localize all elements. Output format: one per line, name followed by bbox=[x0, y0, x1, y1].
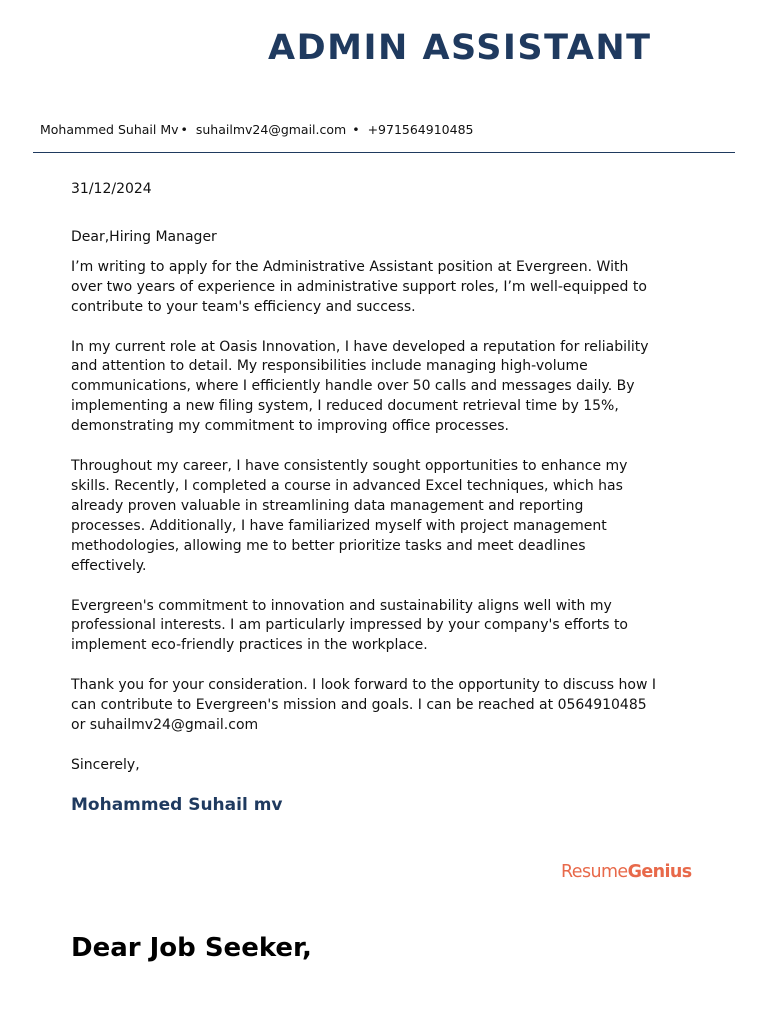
header-divider bbox=[33, 152, 735, 153]
contact-line bbox=[40, 122, 473, 137]
logo-text-genius: Genius bbox=[627, 862, 692, 882]
resume-genius-logo bbox=[561, 862, 692, 882]
letter-date: 31/12/2024 bbox=[71, 181, 152, 197]
contact-email: suhailmv24@gmail.com bbox=[195, 122, 347, 137]
contact-separator: • bbox=[180, 122, 188, 137]
letter-paragraph: Evergreen's commitment to innovation and sustainability aligns well with my professional interests. I am particularly impressed by your company's efforts to implement eco-friendly practices in the workplace. bbox=[71, 597, 628, 654]
letter-paragraph: Thank you for your consideration. I look forward to the opportunity to discuss how I can contribute to Evergreen's mission and goals. I can be reached at 0564910485 or suhailmv24@gmail.com bbox=[71, 677, 656, 734]
letter-paragraph: Throughout my career, I have consistently sought opportunities to enhance my skills. Recently, I completed a course in advanced Excel techniques, which has already proven valuable in streamlining data management and reporting processes. Additionally, I have familiarized myself with project management methodologies, allowing me to better prioritize tasks and meet deadlines effectively. bbox=[71, 458, 628, 574]
letter-body bbox=[71, 180, 661, 817]
page-title: ADMIN ASSISTANT bbox=[268, 28, 652, 68]
contact-name: Mohammed Suhail Mv bbox=[40, 122, 179, 137]
letter-greeting: Dear,Hiring Manager bbox=[71, 228, 217, 245]
letter-paragraph: I’m writing to apply for the Administrative Assistant position at Evergreen. With over two years of experience in administrative support roles, I’m well-equipped to contribute to your team's efficiency and success. bbox=[71, 258, 647, 315]
letter-closing: Sincerely, bbox=[71, 756, 140, 773]
logo-text-resume: Resume bbox=[561, 862, 628, 882]
contact-separator: • bbox=[352, 122, 360, 137]
letter-paragraph: In my current role at Oasis Innovation, I have developed a reputation for reliability and attention to detail. My responsibilities include managing high-volume communications, where I efficiently handle over 50 calls and messages daily. By implementing a new filing system, I reduced document retrieval time by 15%, demonstrating my commitment to improving office processes. bbox=[71, 338, 649, 435]
contact-phone: +971564910485 bbox=[367, 122, 474, 137]
job-seeker-heading: Dear Job Seeker, bbox=[71, 933, 312, 963]
letter-signature: Mohammed Suhail mv bbox=[71, 794, 283, 815]
